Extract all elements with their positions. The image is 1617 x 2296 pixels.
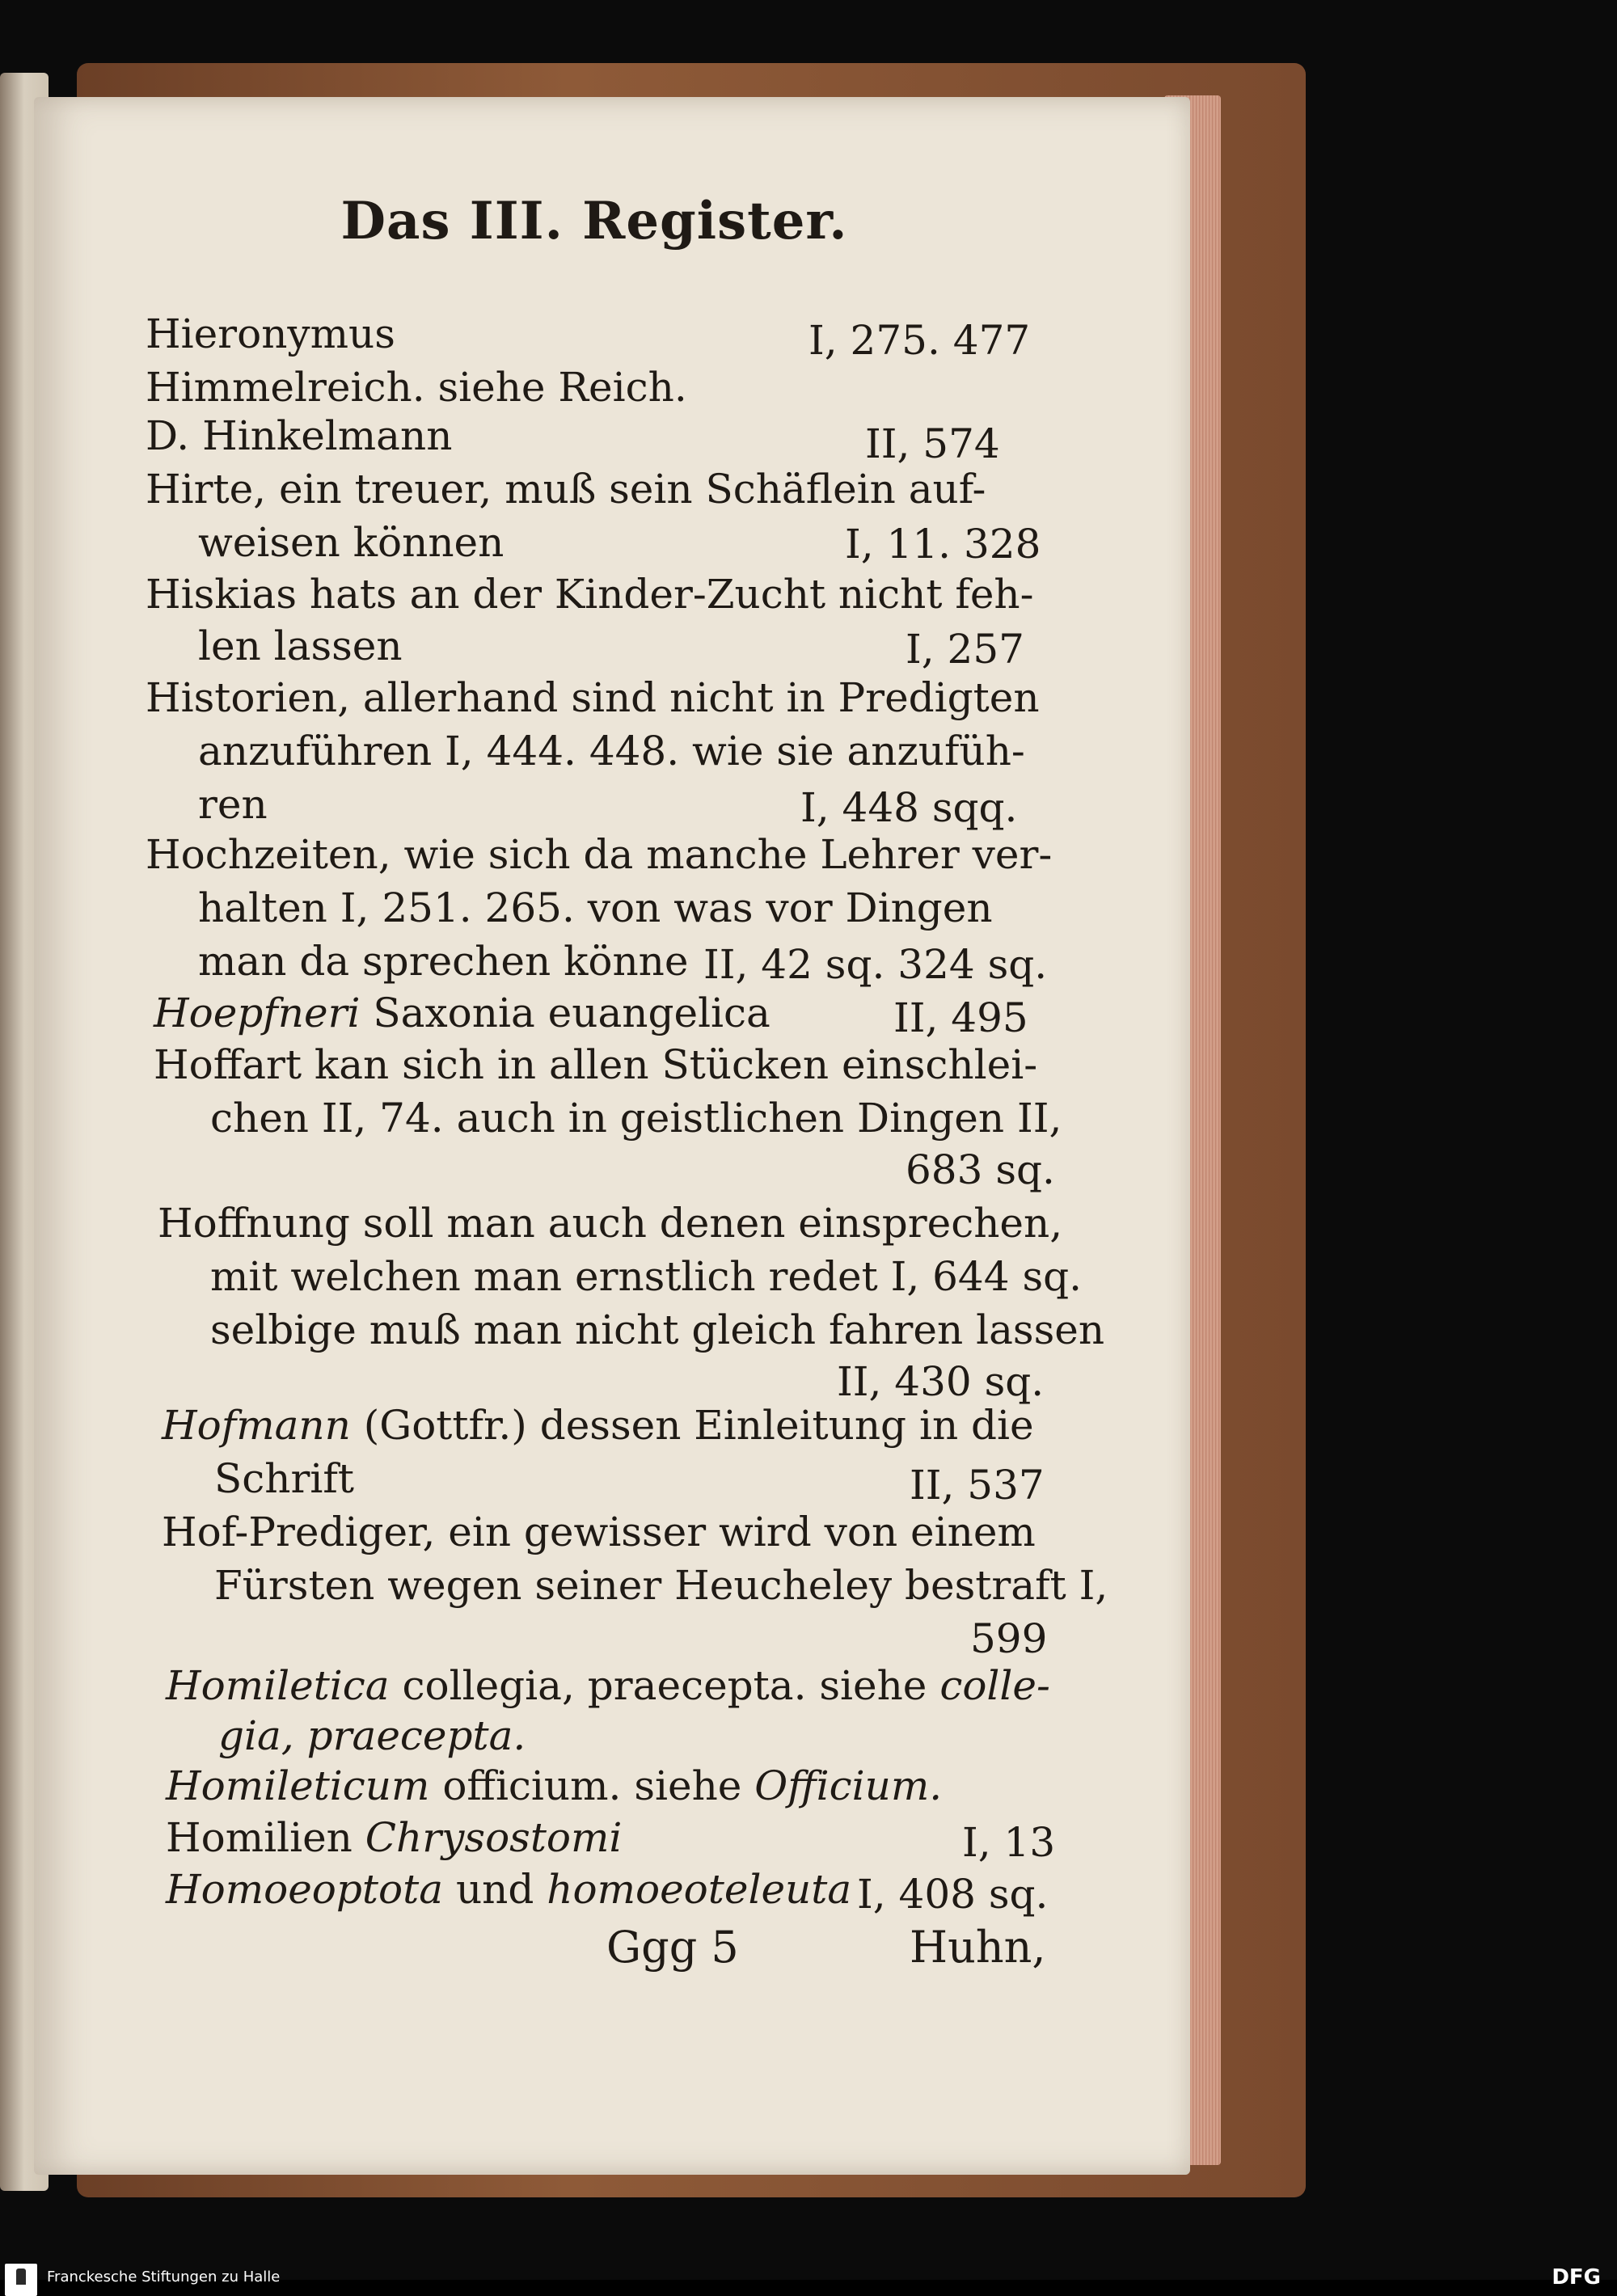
entry-reference: 599 bbox=[970, 1615, 1048, 1662]
entry-reference: II, 495 bbox=[893, 994, 1028, 1041]
entry-line bbox=[162, 1399, 1034, 1452]
entry-term: Homileticum bbox=[166, 1762, 430, 1809]
entry-line: Hirte, ein treuer, muß sein Schäflein auf- bbox=[146, 466, 986, 513]
entry-line: Historien, allerhand sind nicht in Predigten bbox=[146, 674, 1040, 721]
entry-line: halten I, 251. 265. von was vor Dingen bbox=[198, 884, 993, 931]
entry-author: Hofmann bbox=[162, 1402, 351, 1449]
entry-line bbox=[166, 1659, 1050, 1712]
entry-line: man da sprechen könne bbox=[198, 938, 689, 985]
entry-line: ren bbox=[198, 781, 268, 828]
entry-line: Hiskias hats an der Kinder-Zucht nicht feh- bbox=[146, 571, 1034, 618]
institution-logo-icon bbox=[5, 2264, 37, 2296]
entry-line: selbige muß man nicht gleich fahren lassen bbox=[210, 1306, 1105, 1353]
entry-line: D. Hinkelmann bbox=[146, 412, 453, 459]
institution-credit: Franckesche Stiftungen zu Halle bbox=[47, 2269, 281, 2285]
entry-line: anzuführen I, 444. 448. wie sie anzufüh- bbox=[198, 728, 1025, 774]
entry-reference: I, 275. 477 bbox=[808, 317, 1031, 364]
entry-reference: I, 257 bbox=[906, 626, 1024, 673]
entry-line bbox=[166, 1811, 622, 1864]
entry-reference: I, 11. 328 bbox=[845, 521, 1041, 568]
entry-line: len lassen bbox=[198, 623, 403, 669]
entry-line: weisen können bbox=[198, 519, 505, 566]
entry-line: Fürsten wegen seiner Heucheley bestraft I, bbox=[214, 1562, 1108, 1609]
entry-reference: II, 537 bbox=[910, 1462, 1045, 1509]
entry-line: Hof-Prediger, ein gewisser wird von einem bbox=[162, 1509, 1036, 1555]
entry-line: Himmelreich. siehe Reich. bbox=[146, 364, 687, 411]
entry-line: Hoffnung soll man auch denen einsprechen, bbox=[158, 1200, 1063, 1247]
page-title: Das III. Register. bbox=[340, 191, 848, 251]
entry-rest: und bbox=[455, 1866, 534, 1913]
sponsor-logo: DFG bbox=[1552, 2265, 1601, 2290]
entry-reference: II, 574 bbox=[865, 420, 1000, 467]
entry-reference: II, 42 sq. 324 sq. bbox=[703, 941, 1048, 988]
entry-line bbox=[154, 986, 771, 1040]
entry-term: Homiletica bbox=[166, 1662, 390, 1709]
entry-author: Chrysostomi bbox=[365, 1814, 623, 1861]
entry-reference: I, 408 sq. bbox=[857, 1871, 1049, 1918]
entry-line: Hieronymus bbox=[146, 310, 395, 357]
entry-rest: (Gottfr.) dessen Einleitung in die bbox=[363, 1402, 1034, 1449]
entry-line: gia, praecepta. bbox=[218, 1712, 526, 1759]
entry-reference: 683 sq. bbox=[906, 1146, 1055, 1193]
entry-reference: II, 430 sq. bbox=[837, 1358, 1045, 1405]
entry-rest: collegia, praecepta. siehe bbox=[402, 1662, 927, 1709]
entry-line: Hoffart kan sich in allen Stücken einschlei- bbox=[154, 1041, 1038, 1088]
entry-line: Hochzeiten, wie sich da manche Lehrer ver- bbox=[146, 831, 1053, 878]
entry-line: chen II, 74. auch in geistlichen Dingen II, bbox=[210, 1095, 1062, 1142]
signature-mark: Ggg 5 bbox=[606, 1922, 739, 1973]
entry-term: homoeoteleuta bbox=[547, 1866, 852, 1913]
entry-title: Saxonia euangelica bbox=[373, 990, 771, 1036]
entry-author: Hoepfneri bbox=[154, 990, 361, 1036]
entry-term: Homilien bbox=[166, 1814, 353, 1861]
entry-reference: I, 13 bbox=[962, 1819, 1056, 1866]
entry-crossref: Officium. bbox=[754, 1762, 943, 1809]
entry-line: mit welchen man ernstlich redet I, 644 sq. bbox=[210, 1253, 1083, 1300]
entry-line bbox=[166, 1759, 942, 1813]
entry-rest: officium. siehe bbox=[442, 1762, 742, 1809]
entry-line: Schrift bbox=[214, 1455, 354, 1502]
entry-line bbox=[166, 1863, 851, 1916]
entry-term: Homoeoptota bbox=[166, 1866, 444, 1913]
entry-reference: I, 448 sqq. bbox=[800, 784, 1018, 831]
entry-crossref: colle- bbox=[939, 1662, 1050, 1709]
catchword: Huhn, bbox=[910, 1922, 1046, 1973]
